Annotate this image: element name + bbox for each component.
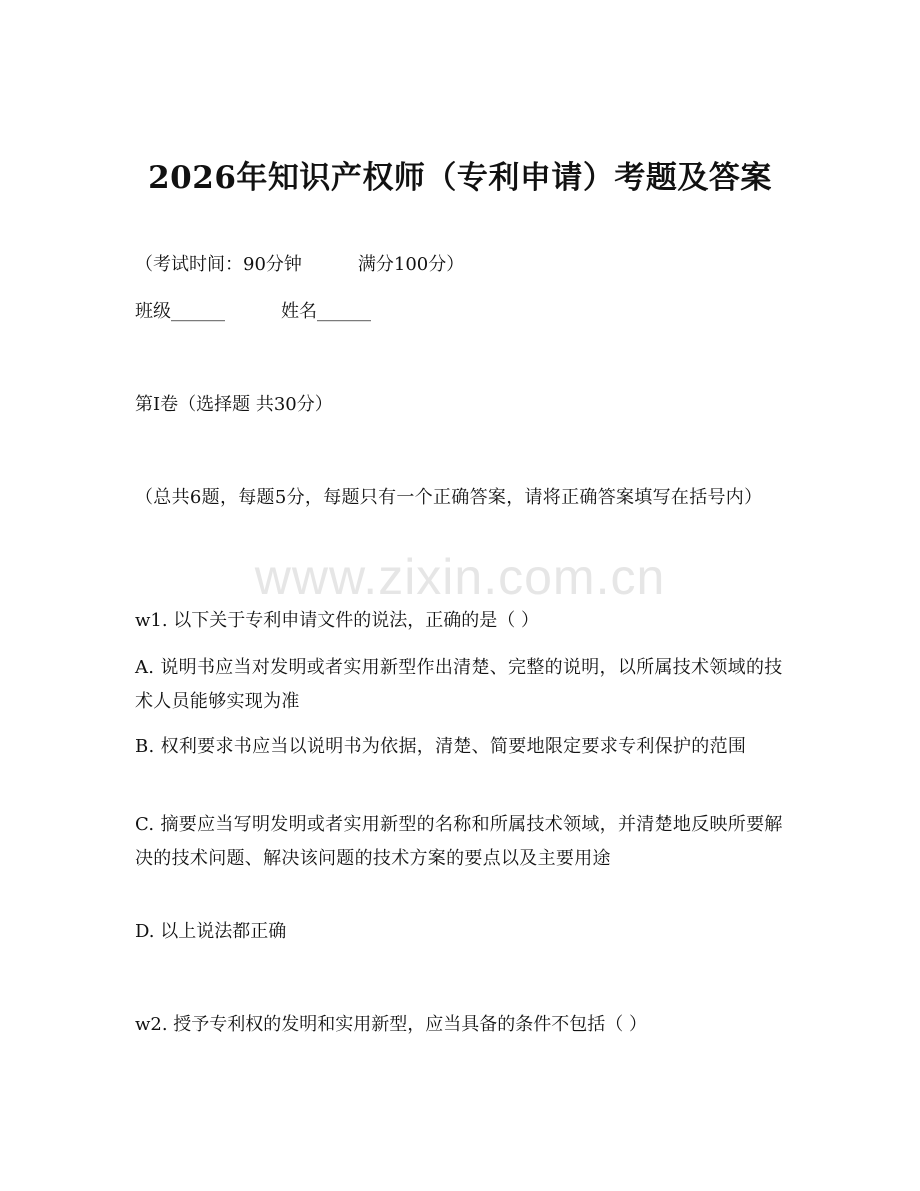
instructions: （总共6题，每题5分，每题只有一个正确答案，请将正确答案填写在括号内） <box>135 487 763 508</box>
question-2-stem: w2. 授予专利权的发明和实用新型，应当具备的条件不包括（ ） <box>135 1014 648 1035</box>
name-field: 姓名______ <box>281 301 371 322</box>
exam-score: 满分100分） <box>357 254 465 275</box>
question-1-stem: w1. 以下关于专利申请文件的说法，正确的是（ ） <box>135 610 540 631</box>
exam-info <box>135 248 785 282</box>
question-1-option-b: B. 权利要求书应当以说明书为依据，清楚、简要地限定要求专利保护的范围 <box>135 736 747 757</box>
question-1-option-c: C. 摘要应当写明发明或者实用新型的名称和所属技术领域，并清楚地反映所要解决的技术问题、解决该问题的技术方案的要点以及主要用途 <box>135 814 783 869</box>
document-title: 2026年知识产权师（专利申请）考题及答案 <box>148 160 772 196</box>
student-fields <box>135 295 785 329</box>
question-1-option-d: D. 以上说法都正确 <box>135 921 287 942</box>
question-1-option-a: A. 说明书应当对发明或者实用新型作出清楚、完整的说明，以所属技术领域的技术人员能够实现为准 <box>135 657 783 712</box>
class-field: 班级______ <box>135 301 225 322</box>
watermark: www.zixin.com.cn <box>254 549 666 605</box>
exam-time: （考试时间：90分钟 <box>135 254 302 275</box>
section-title: 第Ⅰ卷（选择题 共30分） <box>135 394 333 415</box>
